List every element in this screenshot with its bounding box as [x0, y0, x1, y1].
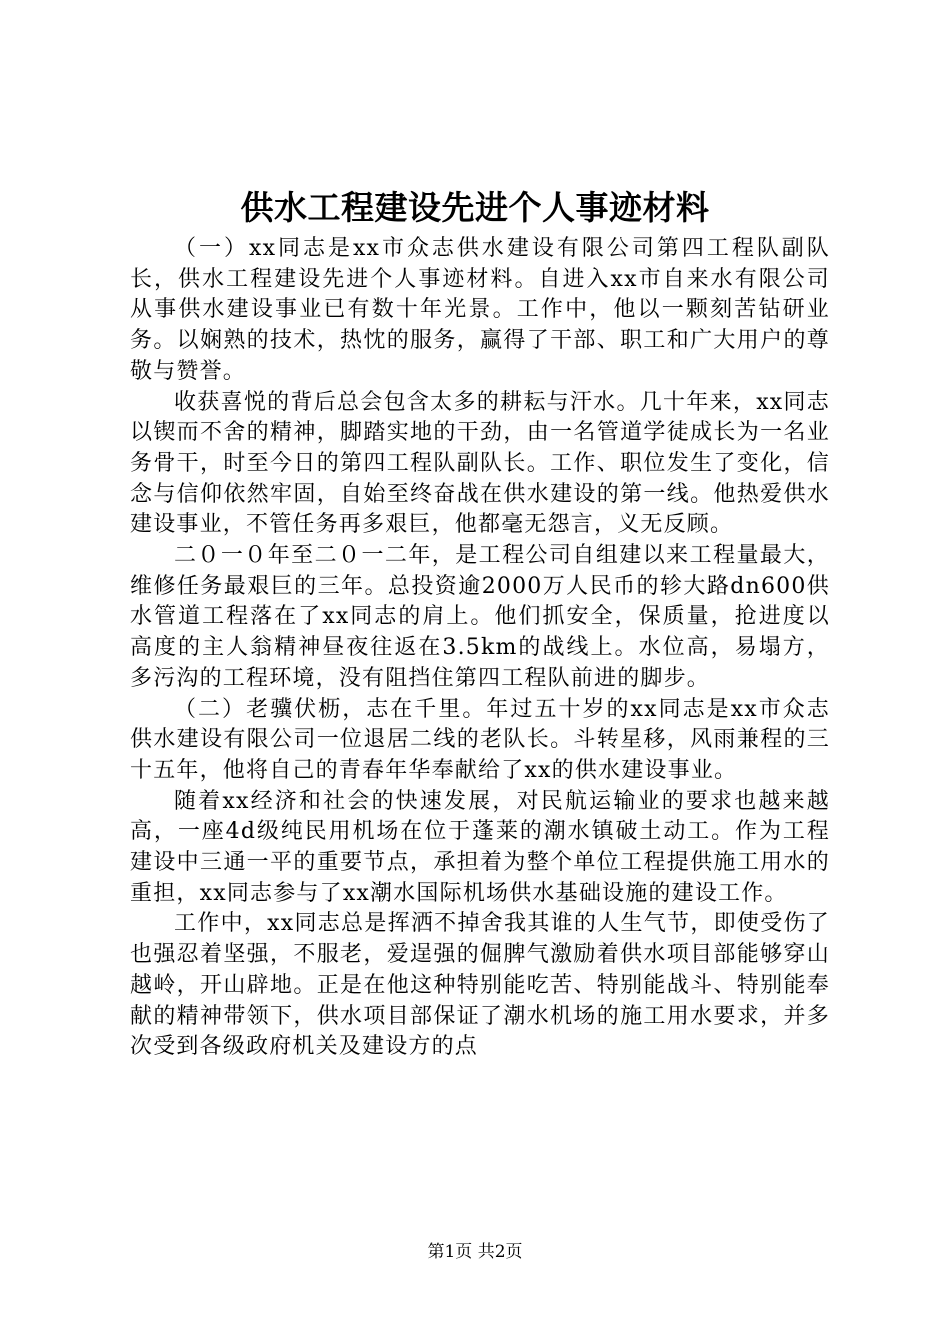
paragraph-1: （一）xx同志是xx市众志供水建设有限公司第四工程队副队长，供水工程建设先进个人事迹材料。自进入xx市自来水有限公司从事供水建设事业已有数十年光景。工作中，他以一颗刻苦钻研业务。以娴熟的技术，热忱的服务，赢得了干部、职工和广大用户的尊敬与赞誉。	[130, 236, 830, 384]
paragraph-6: 工作中，xx同志总是挥洒不掉舍我其谁的人生气节，即使受伤了也强忍着坚强，不服老，爱逞强的倔脾气激励着供水项目部能够穿山越岭，开山辟地。正是在他这种特别能吃苦、特别能战斗、特别能奉献的精神带领下，供水项目部保证了潮水机场的施工用水要求，并多次受到各级政府机关及建设方的点	[130, 911, 830, 1060]
document-title: 供水工程建设先进个人事迹材料	[240, 188, 710, 227]
page-number-footer: 第1页 共2页	[427, 1242, 523, 1262]
document-body	[130, 234, 830, 1063]
paragraph-3: 二０一０年至二０一二年，是工程公司自组建以来工程量最大，维修任务最艰巨的三年。总投资逾2000万人民币的轸大路dn600供水管道工程落在了xx同志的肩上。他们抓安全，保质量，抢进度以高度的主人翁精神昼夜往返在3.5km的战线上。水位高，易塌方，多污沟的工程环境，没有阻挡住第四工程队前进的脚步。	[130, 543, 830, 691]
paragraph-4: （二）老骥伏枥，志在千里。年过五十岁的xx同志是xx市众志供水建设有限公司一位退居二线的老队长。斗转星移，风雨兼程的三十五年，他将自己的青春年华奉献给了xx的供水建设事业。	[130, 696, 830, 783]
paragraph-2: 收获喜悦的背后总会包含太多的耕耘与汗水。几十年来，xx同志以锲而不舍的精神，脚踏实地的干劲，由一名管道学徒成长为一名业务骨干，时至今日的第四工程队副队长。工作、职位发生了变化，信念与信仰依然牢固，自始至终奋战在供水建设的第一线。他热爱供水建设事业，不管任务再多艰巨，他都毫无怨言，义无反顾。	[130, 389, 830, 538]
paragraph-5: 随着xx经济和社会的快速发展，对民航运输业的要求也越来越高，一座4d级纯民用机场在位于蓬莱的潮水镇破土动工。作为工程建设中三通一平的重要节点，承担着为整个单位工程提供施工用水的重担，xx同志参与了xx潮水国际机场供水基础设施的建设工作。	[130, 788, 830, 906]
